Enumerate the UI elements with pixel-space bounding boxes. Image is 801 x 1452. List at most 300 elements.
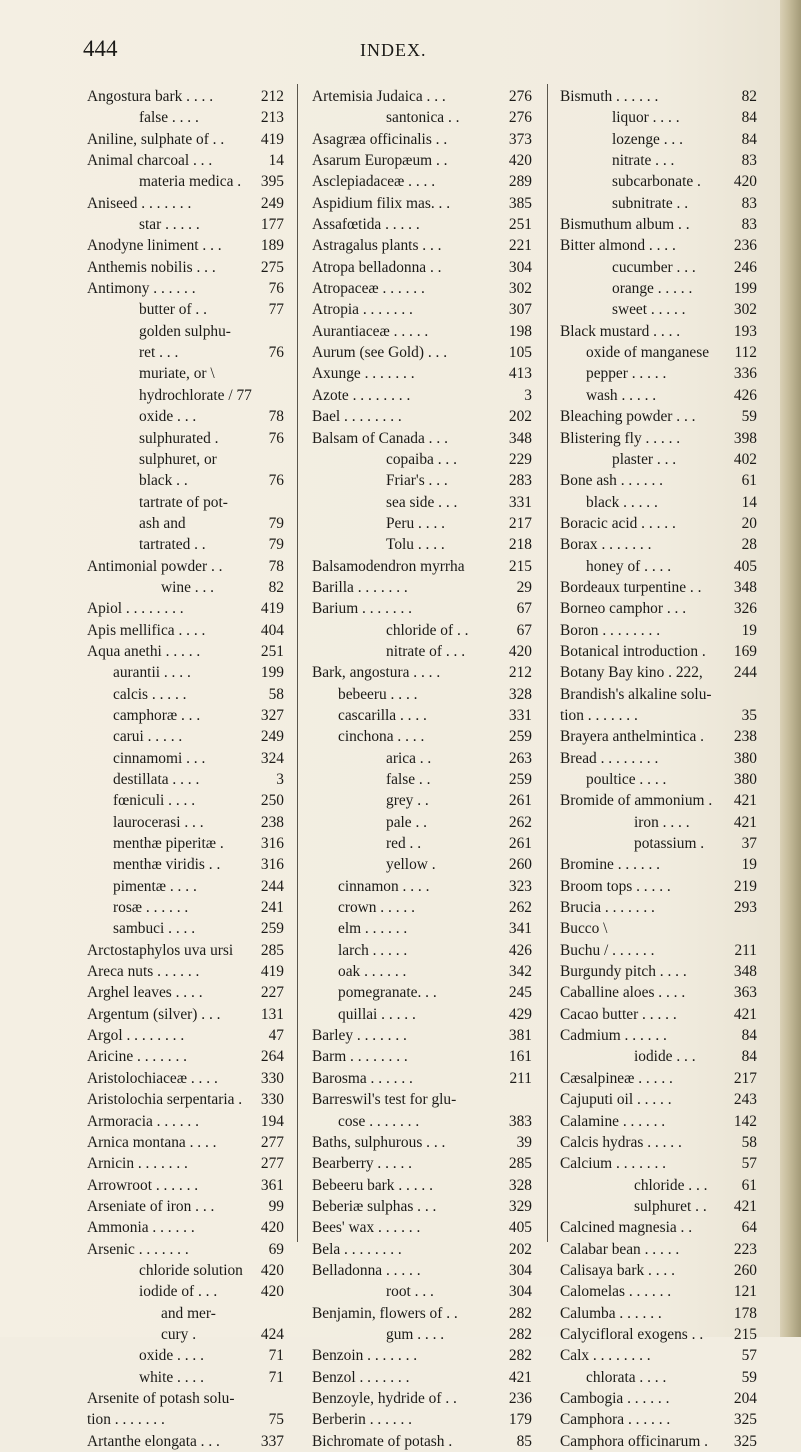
index-entry [312,129,532,150]
index-entry-page: 329 [508,1197,532,1215]
index-entry-page: 215 [508,557,532,575]
index-entry-page: 264 [260,1048,284,1066]
index-entry-term: Borneo camphor . . . [560,600,687,618]
index-entry [87,1345,284,1366]
index-entry [560,278,757,299]
index-entry-page: 282 [508,1347,532,1365]
index-entry [312,833,532,854]
index-entry-page: 213 [260,109,284,127]
index-entry-page: 58 [741,1133,757,1151]
index-entry-term: bebeeru . . . . [338,685,418,703]
index-entry [87,171,284,192]
index-entry-term: oxide . . . [139,408,197,426]
index-entry [560,940,757,961]
index-entry [560,150,757,171]
index-entry-page: 326 [733,600,757,618]
index-entry [560,854,757,875]
index-entry-page: 57 [741,1155,757,1173]
index-entry-page: 304 [508,258,532,276]
index-entry-term: gum . . . . [386,1325,445,1343]
index-entry-term: Calcium . . . . . . . [560,1155,667,1173]
index-entry-term: pimentæ . . . . [113,877,197,895]
index-entry [560,577,757,598]
index-entry [87,577,284,598]
index-entry-term: root . . . [386,1283,434,1301]
index-entry-page: 276 [508,88,532,105]
index-entry-page: 82 [741,88,757,105]
index-entry-term: rosæ . . . . . . [113,899,189,917]
index-entry [312,299,532,320]
index-entry-term: cinnamon . . . . [338,877,430,895]
index-entry-page: 330 [260,1091,284,1109]
index-entry [312,577,532,598]
index-entry-page: 215 [733,1325,757,1343]
index-entry-term: chloride of . . [386,621,469,639]
index-entry-page: 276 [508,109,532,127]
index-entry-page: 67 [516,600,532,618]
index-entry-page: 37 [741,835,757,853]
index-entry [312,492,532,513]
index-entry-page: 244 [260,877,284,895]
index-entry-page: 249 [260,194,284,212]
index-entry-page: 405 [508,1219,532,1237]
index-entry-page: 293 [733,899,757,917]
index-entry-term: Arnicin . . . . . . . [87,1155,188,1173]
index-entry-page: 227 [260,984,284,1002]
index-entry-term: Brayera anthelmintica . [560,728,705,746]
index-entry-page: 249 [260,728,284,746]
index-entry [87,1004,284,1025]
index-entry [312,1345,532,1366]
index-entry-page: 79 [268,536,284,554]
index-entry-page: 283 [508,472,532,490]
index-entry-page: 61 [741,1176,757,1194]
index-entry [87,1089,284,1110]
index-entry [87,982,284,1003]
index-entry [312,385,532,406]
index-entry-term: Bordeaux turpentine . . [560,578,702,596]
index-entry [312,1068,532,1089]
index-entry [87,1431,284,1452]
index-entry-page: 199 [733,280,757,298]
index-entry-term: Atropa belladonna . . [312,258,442,276]
index-entry-page: 212 [508,664,532,682]
index-entry-term: Calcined magnesia . . [560,1219,693,1237]
index-entry-page: 328 [508,1176,532,1194]
index-entry [560,299,757,320]
index-entry [560,1196,757,1217]
index-entry-term: Calisaya bark . . . . [560,1261,675,1279]
index-entry-term: Barium . . . . . . . [312,600,413,618]
index-entry-page: 83 [741,152,757,170]
index-entry [87,1025,284,1046]
index-entry-term: cury . [161,1325,197,1343]
index-entry-term: Bucco \ [560,920,608,938]
index-entry-page: 61 [741,472,757,490]
index-entry [87,1196,284,1217]
index-entry-page: 221 [508,237,532,255]
index-entry [312,1089,532,1110]
index-entry [87,1239,284,1260]
index-entry [312,684,532,705]
index-entry-term: Bela . . . . . . . . [312,1240,402,1258]
index-entry [312,1217,532,1238]
index-entry-term: Aniline, sulphate of . . [87,130,225,148]
index-entry [560,833,757,854]
index-entry [312,1260,532,1281]
index-entry [87,428,284,449]
index-entry-page: 251 [508,216,532,234]
index-entry [560,1239,757,1260]
index-entry [312,918,532,939]
index-entry [312,86,532,107]
index-entry [312,470,532,491]
index-entry-page: 327 [260,706,284,724]
index-entry-term: arica . . [386,749,432,767]
index-entry-term: Belladonna . . . . . [312,1261,421,1279]
index-entry-term: Ammonia . . . . . . [87,1219,195,1237]
index-entry-page: 404 [260,621,284,639]
index-entry-term: Camphora officinarum . [560,1432,709,1450]
index-entry-term: chloride solution [139,1261,243,1279]
index-entry [312,534,532,555]
index-entry-term: Black mustard . . . . [560,322,681,340]
index-entry-term: false . . [386,771,431,788]
index-entry [87,726,284,747]
index-entry [87,897,284,918]
index-entry-term: Bleaching powder . . . [560,408,696,426]
index-entry [560,748,757,769]
index-entry [560,684,757,705]
index-entry [560,790,757,811]
index-entry-page: 421 [508,1368,532,1386]
index-entry [560,428,757,449]
index-entry-page: 238 [733,728,757,746]
index-entry-term: sulphurated . [139,429,219,447]
column-divider [297,84,298,1242]
index-entry [560,171,757,192]
index-entry-term: Bearberry . . . . . [312,1155,413,1173]
page-title: INDEX. [360,40,427,60]
index-entry [312,363,532,384]
index-entry-page: 76 [268,344,284,362]
index-entry-page: 420 [260,1283,284,1301]
index-entry-term: sulphuret, or [139,450,217,468]
index-entry [87,1046,284,1067]
index-entry-page: 420 [508,642,532,660]
index-entry-term: potassium . [634,835,705,853]
index-entry [87,449,284,470]
index-entry [87,854,284,875]
index-entry-term: Benzoin . . . . . . . [312,1347,418,1365]
index-entry-term: Bismuth . . . . . . [560,88,659,105]
index-entry-page: 260 [508,856,532,874]
index-entry [312,428,532,449]
index-entry-term: Barosma . . . . . . [312,1069,413,1087]
index-entry-page: 381 [508,1027,532,1045]
index-entry-term: Aurum (see Gold) . . . [312,344,448,362]
index-entry [560,1303,757,1324]
index-entry [87,961,284,982]
index-entry [312,321,532,342]
index-entry-term: Atropaceæ . . . . . . [312,280,425,298]
index-entry [560,1260,757,1281]
index-entry-term: Aurantiaceæ . . . . . [312,322,429,340]
index-entry-term: Arseniate of iron . . . [87,1197,215,1215]
index-entry-term: Arctostaphylos uva ursi [87,941,234,959]
index-entry-term: liquor . . . . [612,109,680,127]
index-column-1 [87,86,284,1452]
index-entry [312,1111,532,1132]
index-entry-page: 246 [733,258,757,276]
index-entry-page: 84 [741,1048,757,1066]
index-entry [87,876,284,897]
index-entry-page: 241 [260,899,284,917]
index-entry [87,1367,284,1388]
index-entry-term: Artanthe elongata . . . [87,1432,220,1450]
index-entry-term: ret . . . [139,344,179,362]
index-entry-term: wine . . . [161,578,215,596]
index-entry [560,726,757,747]
index-entry [87,1111,284,1132]
index-entry-page: 260 [733,1261,757,1279]
index-entry [312,278,532,299]
index-entry [312,107,532,128]
index-entry-term: Aristolochiaceæ . . . . [87,1069,218,1087]
index-entry [312,513,532,534]
index-entry-page: 204 [733,1389,757,1407]
index-entry [560,876,757,897]
index-entry-term: destillata . . . . [113,771,200,788]
index-entry-page: 261 [508,835,532,853]
index-entry-page: 20 [741,514,757,532]
index-entry-term: wash . . . . . [586,386,657,404]
index-entry [87,1409,284,1430]
index-entry-page: 302 [733,301,757,319]
index-entry-page: 82 [268,578,284,596]
index-entry-page: 217 [508,514,532,532]
index-entry-page: 325 [733,1411,757,1429]
index-entry-term: Brandish's alkaline solu- [560,685,712,703]
index-entry [312,556,532,577]
index-entry-term: elm . . . . . . [338,920,408,938]
index-entry-page: 304 [508,1261,532,1279]
index-entry-term: Calcis hydras . . . . . [560,1133,682,1151]
index-entry [312,1431,532,1452]
index-entry-term: Axunge . . . . . . . [312,365,415,383]
index-entry [87,1217,284,1238]
index-entry [560,470,757,491]
index-entry-term: Broom tops . . . . . [560,877,671,895]
index-entry-term: Camphora . . . . . . [560,1411,671,1429]
index-entry [560,620,757,641]
index-entry [312,961,532,982]
index-entry-term: Blistering fly . . . . . [560,429,681,447]
index-entry-term: cascarilla . . . . [338,706,427,724]
index-entry-page: 342 [508,963,532,981]
index-entry-term: hydrochlorate / 77 [139,386,252,404]
index-entry-page: 316 [260,856,284,874]
index-column-3 [560,86,757,1452]
index-entry-page: 331 [508,706,532,724]
index-entry-term: santonica . . [386,109,460,127]
index-entry-page: 85 [516,1432,532,1450]
index-entry [560,342,757,363]
index-entry-page: 426 [508,941,532,959]
index-entry-term: Bismuthum album . . [560,216,690,234]
index-entry-term: Aqua anethi . . . . . [87,642,201,660]
index-entry [312,1004,532,1025]
index-entry [560,1132,757,1153]
index-entry-page: 202 [508,408,532,426]
index-entry-page: 261 [508,792,532,810]
page-number: 444 [83,36,118,61]
index-entry-page: 121 [733,1283,757,1301]
index-entry-term: sea side . . . [386,493,458,511]
index-entry [560,641,757,662]
index-entry [560,1111,757,1132]
index-entry [312,1046,532,1067]
index-entry-term: Arsenic . . . . . . . [87,1240,189,1258]
index-entry-term: subcarbonate . [612,173,701,191]
index-entry-page: 105 [508,344,532,362]
index-entry [87,812,284,833]
index-entry [87,1068,284,1089]
index-entry [560,556,757,577]
index-entry [560,1324,757,1345]
index-entry-term: Areca nuts . . . . . . [87,963,200,981]
index-entry [87,406,284,427]
index-entry [560,129,757,150]
index-entry-term: Bael . . . . . . . . [312,408,402,426]
index-entry-page: 211 [509,1069,532,1087]
index-entry [312,406,532,427]
index-entry-page: 223 [733,1240,757,1258]
index-entry [87,1260,284,1281]
index-entry [87,321,284,342]
index-entry-page: 84 [741,130,757,148]
index-entry-term: yellow . [386,856,436,874]
index-entry-page: 169 [733,642,757,660]
index-entry [312,812,532,833]
index-entry [312,1281,532,1302]
index-entry [560,1409,757,1430]
index-entry-term: Botanical introduction . [560,642,706,660]
index-entry-term: calcis . . . . . [113,685,187,703]
index-entry [560,1217,757,1238]
index-entry [560,385,757,406]
index-entry-term: iron . . . . [634,813,690,831]
index-entry [312,876,532,897]
index-entry [560,769,757,790]
index-entry-term: tartrated . . [139,536,206,554]
index-entry-page: 285 [508,1155,532,1173]
index-entry-page: 177 [260,216,284,234]
index-entry-term: Barilla . . . . . . . [312,578,408,596]
index-entry-term: ash and [139,514,186,532]
index-entry-page: 289 [508,173,532,191]
index-entry [87,1388,284,1409]
index-entry-term: subnitrate . . [612,194,689,212]
index-entry-page: 236 [733,237,757,255]
index-entry [87,620,284,641]
index-entry-term: and mer- [161,1304,216,1322]
index-entry-page: 420 [260,1219,284,1237]
index-entry-term: Asagræa officinalis . . [312,130,448,148]
index-entry-page: 64 [741,1219,757,1237]
index-entry [87,641,284,662]
index-entry-page: 71 [268,1347,284,1365]
index-entry-term: Barley . . . . . . . [312,1027,407,1045]
index-entry-page: 421 [733,792,757,810]
index-entry-page: 238 [260,813,284,831]
index-entry [312,1303,532,1324]
index-entry-term: Aricine . . . . . . . [87,1048,188,1066]
index-entry-term: sweet . . . . . [612,301,686,319]
index-entry [87,150,284,171]
index-entry-page: 380 [733,771,757,788]
index-entry-page: 277 [260,1155,284,1173]
index-entry-page: 76 [268,280,284,298]
index-entry-term: Bark, angostura . . . . [312,664,441,682]
index-entry-page: 337 [260,1432,284,1450]
index-entry-page: 59 [741,408,757,426]
index-entry-term: Tolu . . . . [386,536,445,554]
index-entry [87,385,284,406]
index-entry-page: 161 [508,1048,532,1066]
index-entry-term: Balsamodendron myrrha [312,557,465,575]
index-entry-page: 78 [268,408,284,426]
index-entry-page: 330 [260,1069,284,1087]
index-entry-page: 259 [508,771,532,788]
index-entry [312,1153,532,1174]
index-entry-term: Borax . . . . . . . [560,536,652,554]
index-entry-term: Peru . . . . [386,514,445,532]
index-entry-page: 194 [260,1112,284,1130]
index-entry-term: cucumber . . . [612,258,696,276]
index-entry-page: 341 [508,920,532,938]
index-entry [312,748,532,769]
index-entry-term: Barm . . . . . . . . [312,1048,408,1066]
index-entry-page: 421 [733,1197,757,1215]
index-entry [560,86,757,107]
index-entry-term: larch . . . . . [338,941,408,959]
index-entry [560,107,757,128]
index-entry-term: red . . [386,835,422,853]
index-entry [312,150,532,171]
index-entry-term: black . . [139,472,188,490]
index-entry-page: 236 [508,1389,532,1407]
index-entry-page: 212 [260,88,284,105]
index-entry-term: Aniseed . . . . . . . [87,194,192,212]
index-entry-term: poultice . . . . [586,771,667,788]
index-entry [560,235,757,256]
index-entry [560,513,757,534]
index-entry-page: 325 [733,1432,757,1450]
index-entry-term: oak . . . . . . [338,963,407,981]
index-entry-term: Balsam of Canada . . . [312,429,448,447]
index-entry [87,1175,284,1196]
index-entry [312,257,532,278]
index-entry-term: nitrate of . . . [386,642,466,660]
index-entry-page: 420 [260,1261,284,1279]
index-entry-page: 424 [260,1325,284,1343]
index-entry-page: 69 [268,1240,284,1258]
index-entry-term: Assafœtida . . . . . [312,216,420,234]
index-entry-term: Atropia . . . . . . . [312,301,413,319]
index-entry-page: 363 [733,984,757,1002]
index-entry-term: cinnamomi . . . [113,749,206,767]
